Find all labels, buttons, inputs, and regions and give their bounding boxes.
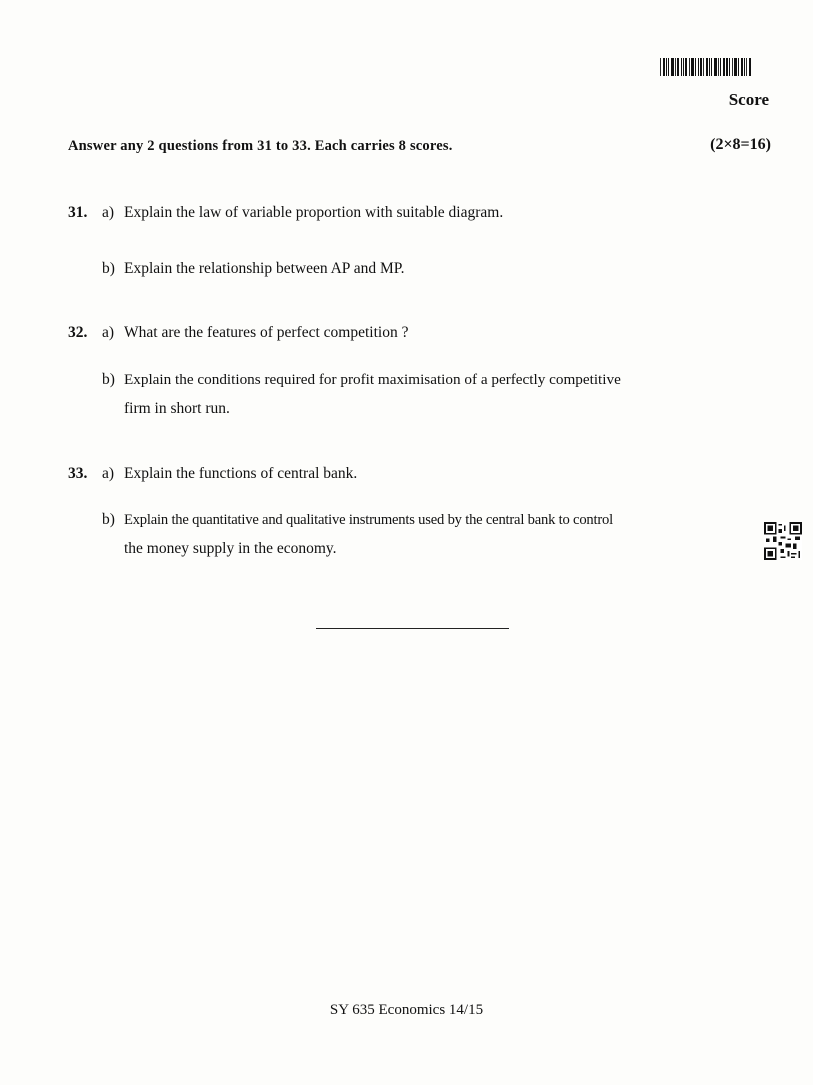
barcode-bar — [703, 58, 704, 76]
barcode-bar — [660, 58, 661, 76]
question-31-a — [68, 204, 503, 222]
barcode-icon — [660, 58, 771, 76]
question-32-b — [102, 371, 621, 389]
barcode-bar — [744, 58, 745, 76]
question-32-b-continuation — [124, 400, 230, 418]
question-text: Explain the law of variable proportion with suitable diagram. — [124, 204, 504, 221]
question-33-a — [68, 465, 357, 483]
barcode-bar — [685, 58, 687, 76]
barcode-bar — [689, 58, 690, 76]
barcode-bar — [698, 58, 699, 76]
marks-allocation: (2×8=16) — [710, 136, 771, 153]
barcode-bar — [709, 58, 710, 76]
barcode-bar — [749, 58, 751, 76]
question-text: Explain the quantitative and qualitative instruments used by the central bank to control — [124, 512, 613, 528]
question-32-a — [68, 324, 408, 342]
score-label: Score — [728, 90, 769, 109]
question-number: 33. — [68, 465, 88, 482]
question-number: 31. — [68, 204, 88, 221]
barcode-bar — [734, 58, 737, 76]
question-text: Explain the conditions required for profit maximisation of a perfectly competitive — [124, 371, 621, 388]
barcode-bar — [683, 58, 684, 76]
question-text: Explain the functions of central bank. — [124, 465, 358, 482]
barcode-bar — [714, 58, 717, 76]
barcode-bar — [718, 58, 719, 76]
barcode-bar — [706, 58, 708, 76]
page-footer: SY 635 Economics 14/15 — [329, 1002, 484, 1018]
barcode-bar — [720, 58, 721, 76]
question-text: What are the features of perfect competition ? — [124, 324, 409, 341]
barcode-bar — [746, 58, 747, 76]
question-number: 32. — [68, 324, 88, 341]
part-label: a) — [102, 465, 115, 482]
part-label: a) — [102, 324, 115, 341]
barcode-bar — [695, 58, 696, 76]
question-31-b — [102, 260, 405, 278]
barcode-bar — [663, 58, 665, 76]
part-label: b) — [102, 260, 115, 277]
question-text-continuation: the money supply in the economy. — [124, 540, 337, 557]
barcode-bar — [677, 58, 679, 76]
end-divider — [316, 628, 509, 629]
barcode-bar — [671, 58, 674, 76]
instruction-text: Answer any 2 questions from 31 to 33. Each carries 8 scores. — [68, 138, 453, 154]
barcode-bar — [675, 58, 676, 76]
barcode-bar — [726, 58, 728, 76]
barcode-bar — [681, 58, 682, 76]
question-33-b-continuation — [124, 540, 337, 558]
part-label: a) — [102, 204, 115, 221]
part-label: b) — [102, 511, 115, 528]
barcode-bar — [732, 58, 733, 76]
question-text: Explain the relationship between AP and MP. — [124, 260, 405, 277]
barcode-bar — [666, 58, 667, 76]
barcode-bar — [723, 58, 725, 76]
question-text-continuation: firm in short run. — [124, 400, 230, 417]
barcode-bar — [741, 58, 743, 76]
barcode-bar — [738, 58, 739, 76]
barcode-bar — [668, 58, 669, 76]
barcode-bar — [700, 58, 702, 76]
barcode-bar — [711, 58, 712, 76]
qr-code-icon — [764, 522, 802, 560]
question-33-b — [102, 511, 613, 529]
barcode-bar — [729, 58, 730, 76]
part-label: b) — [102, 371, 115, 388]
barcode-bar — [691, 58, 694, 76]
